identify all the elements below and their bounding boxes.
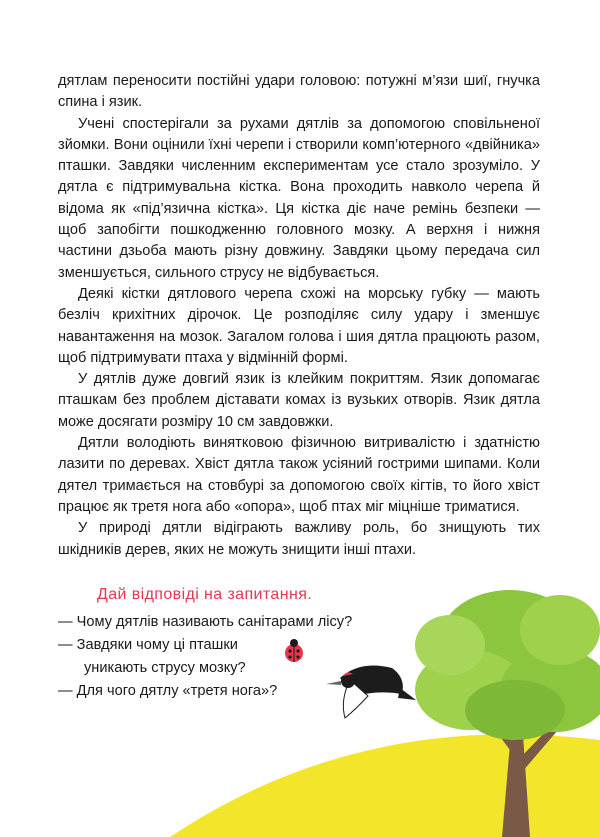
question-item: — Для чого дятлу «третя нога»?: [58, 683, 278, 699]
paragraph: Дятли володіють винятковою фізичною витривалістю і здатністю лазити по деревах. Хвіст дятла також усіяний гострими шипами. Коли дятел тримається на стовбурі за допомогою своїх кігтів, то його хвіст працює як третя нога або «опора», щоб птах міг міцніше триматися.: [58, 435, 540, 515]
paragraph: У дятлів дуже довгий язик із клейким покриттям. Язик допомагає пташкам без проблем діставати комах із вузьких отворів. Язик дятла може досягати розміру 10 см завдовжки.: [58, 371, 540, 430]
question-item: — Завдяки чому ці пташки: [58, 637, 238, 653]
paragraph: Деякі кістки дятлового черепа схожі на морську губку — мають безліч крихітних дірочок. Це розподіляє силу удару і зменшує навантаження на мозок. Загалом голова і шия дятла працюють разом, щоб підтримувати птаха у відмінній формі.: [58, 285, 540, 366]
paragraph: Учені спостерігали за рухами дятлів за допомогою сповільненої зйомки. Вони оцінили їхні черепи і створили комп’ютерного «двійника» пташки. Завдяки численним експериментам усе стало зрозуміло. У дятла є підтримувальна кістка. Вона проходить навколо черепа й відома як «під’язична кістка». Ця кістка діє наче ремінь безпеки — щоб запобігти пошкодженню головного мозку. А верхня і нижня частини дзьоба мають різну довжину. Завдяки цьому передача сил зменшується, сильного струсу не відбувається.: [58, 115, 540, 281]
article-text: [58, 71, 540, 561]
question-item: — Чому дятлів називають санітарами лісу?: [58, 614, 353, 630]
paragraph: У природі дятли відіграють важливу роль, бо знищують тих шкідників дерев, яких не можуть знищити інші птахи.: [58, 520, 540, 558]
questions-title: Дай відповіді на запитання.: [97, 586, 313, 603]
paragraph: дятлам переносити постійні удари головою: потужні м’язи шиї, гнучка спина і язик.: [58, 73, 540, 111]
question-item: уникають струсу мозку?: [84, 660, 246, 676]
questions-list: [58, 611, 352, 703]
